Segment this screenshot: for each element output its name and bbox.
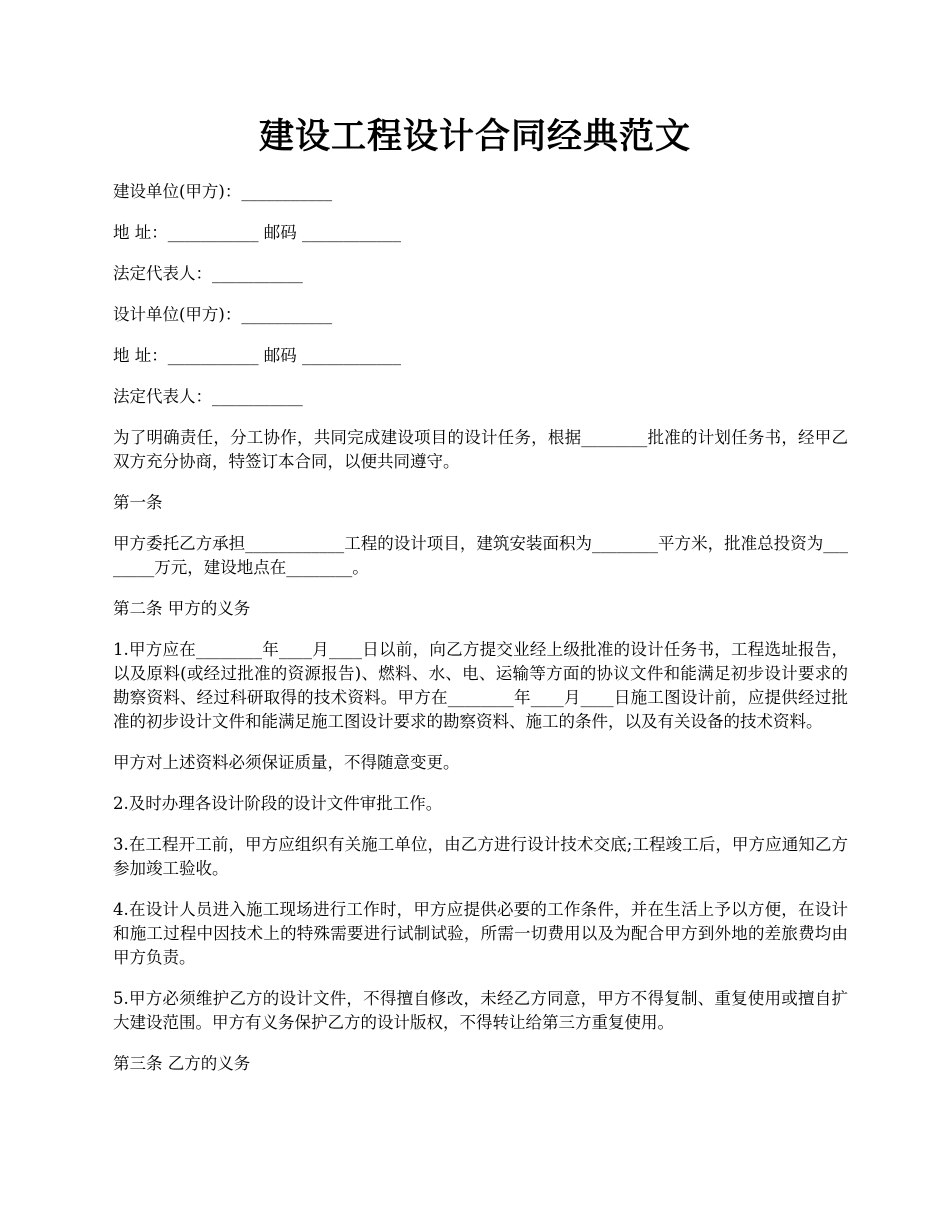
party-b-name-line: 设计单位(甲方)：___________ [113, 305, 333, 324]
document-body [113, 180, 848, 1093]
article-2-clause-4: 4.在设计人员进入施工现场进行工作时，甲方应提供必要的工作条件，并在生活上予以方便，在设计和施工过程中因技术上的特殊需要进行试制试验，所需一切费用以及为配合甲方到外地的差旅费均由甲方负责。 [113, 900, 848, 967]
party-b-address-line: 地 址：___________ 邮码 ____________ [113, 346, 401, 365]
party-b-representative-line: 法定代表人：___________ [113, 387, 303, 406]
article-2-clause-1: 1.甲方应在________年____月____日以前，向乙方提交业经上级批准的设计任务书，工程选址报告，以及原料(或经过批准的资源报告)、燃料、水、电、运输等方面的协议文件和能满足初步设计要求的勘察资料、经过科研取得的技术资料。甲方在________年____月____日施工图设计前，应提供经过批准的初步设计文件和能满足施工图设计要求的勘察资料、施工的条件，以及有关设备的技术资料。 [113, 640, 848, 731]
party-a-representative-line: 法定代表人：___________ [113, 264, 303, 283]
party-a-name-line: 建设单位(甲方)：___________ [113, 182, 333, 201]
article-1-body: 甲方委托乙方承担____________工程的设计项目，建筑安装面积为________平方米，批准总投资为________万元，建设地点在________。 [113, 534, 848, 577]
article-2-clause-5: 5.甲方必须维护乙方的设计文件，不得擅自修改，未经乙方同意，甲方不得复制、重复使用或擅自扩大建设范围。甲方有义务保护乙方的设计版权，不得转让给第三方重复使用。 [113, 989, 848, 1032]
article-2-heading: 第二条 甲方的义务 [113, 599, 251, 618]
article-2-clause-2: 2.及时办理各设计阶段的设计文件审批工作。 [113, 794, 443, 813]
article-2-clause-1-note: 甲方对上述资料必须保证质量，不得随意变更。 [113, 753, 460, 772]
preamble-paragraph: 为了明确责任，分工协作，共同完成建设项目的设计任务，根据________批准的计划任务书，经甲乙双方充分协商，特签订本合同，以便共同遵守。 [113, 428, 848, 471]
article-2-clause-3: 3.在工程开工前，甲方应组织有关施工单位，由乙方进行设计技术交底;工程竣工后，甲方应通知乙方参加竣工验收。 [113, 835, 848, 878]
article-1-heading: 第一条 [113, 493, 163, 512]
party-a-address-line: 地 址：___________ 邮码 ____________ [113, 223, 401, 242]
article-3-heading: 第三条 乙方的义务 [113, 1054, 251, 1073]
document-title: 建设工程设计合同经典范文 [258, 116, 691, 157]
